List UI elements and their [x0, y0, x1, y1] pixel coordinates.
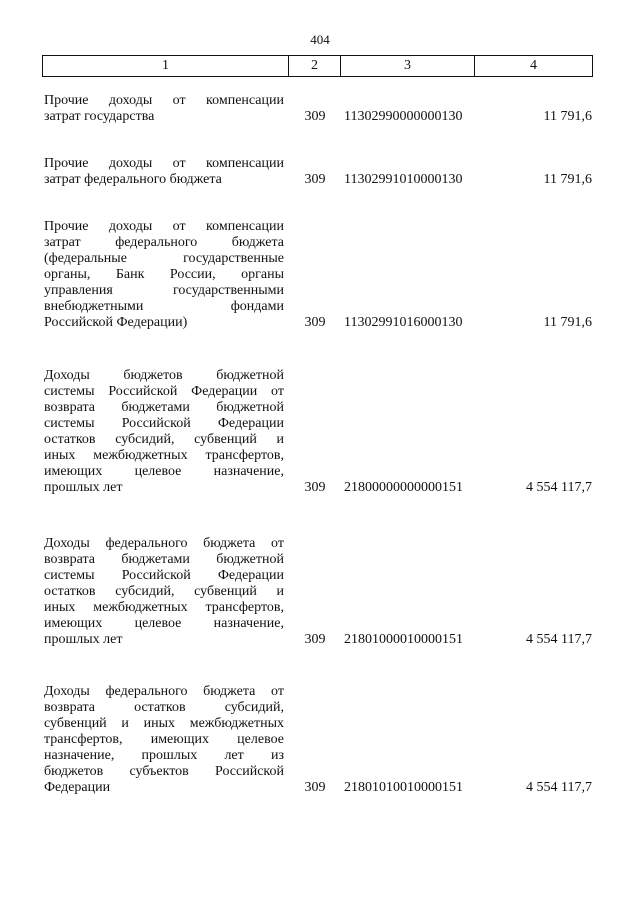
- admin-code: 309: [304, 172, 326, 187]
- description-line: Доходы бюджетов бюджетной: [44, 368, 284, 383]
- description-line: органы, Банк России, органы: [44, 267, 284, 282]
- table-row: [0, 368, 640, 496]
- description-line: Российской Федерации): [44, 315, 188, 330]
- description-line: возврата бюджетами бюджетной: [44, 400, 284, 415]
- budget-classification-code: 11302991016000130: [344, 315, 463, 330]
- description-line: возврата бюджетами бюджетной: [44, 552, 284, 567]
- description-line: иных межбюджетных трансфертов,: [44, 448, 284, 463]
- description-line: Прочие доходы от компенсации: [44, 219, 284, 234]
- description-line: (федеральные государственные: [44, 251, 284, 266]
- amount: 11 791,6: [543, 109, 592, 124]
- description-line: внебюджетными фондами: [44, 299, 284, 314]
- admin-code: 309: [304, 315, 326, 330]
- budget-classification-code: 21800000000000151: [344, 480, 463, 495]
- description-line: Доходы федерального бюджета от: [44, 684, 284, 699]
- description-line: управления государственными: [44, 283, 284, 298]
- amount: 11 791,6: [543, 315, 592, 330]
- description-line: возврата остатков субсидий,: [44, 700, 284, 715]
- budget-classification-code: 21801000010000151: [344, 632, 463, 647]
- description-line: остатков субсидий, субвенций и: [44, 432, 284, 447]
- admin-code: 309: [304, 109, 326, 124]
- page-number: 404: [310, 32, 330, 47]
- description-line: Доходы федерального бюджета от: [44, 536, 284, 551]
- table-row: [0, 536, 640, 648]
- column-header-table: [42, 55, 593, 77]
- table-row: [0, 684, 640, 796]
- budget-classification-code: 11302990000000130: [344, 109, 463, 124]
- description-line: имеющих целевое назначение,: [44, 616, 284, 631]
- column-header-4: 4: [475, 56, 593, 77]
- amount: 4 554 117,7: [526, 480, 592, 495]
- amount: 4 554 117,7: [526, 780, 592, 795]
- column-header-1: 1: [43, 56, 289, 77]
- row-description: [44, 368, 284, 496]
- description-line: затрат федерального бюджета: [44, 235, 284, 250]
- row-description: [44, 93, 284, 125]
- admin-code: 309: [304, 780, 326, 795]
- description-line: имеющих целевое назначение,: [44, 464, 284, 479]
- description-line: системы Российской Федерации: [44, 568, 284, 583]
- budget-classification-code: 21801010010000151: [344, 780, 463, 795]
- table-row: [0, 93, 640, 125]
- description-line: системы Российской Федерации: [44, 416, 284, 431]
- table-row: [0, 156, 640, 188]
- column-header-3: 3: [341, 56, 475, 77]
- column-header-row: [43, 56, 593, 77]
- description-line: системы Российской Федерации от: [44, 384, 284, 399]
- row-description: [44, 536, 284, 648]
- description-line: Прочие доходы от компенсации: [44, 156, 284, 171]
- row-description: [44, 219, 284, 331]
- description-line: Прочие доходы от компенсации: [44, 93, 284, 108]
- description-line: бюджетов субъектов Российской: [44, 764, 284, 779]
- admin-code: 309: [304, 632, 326, 647]
- description-line: трансфертов, имеющих целевое: [44, 732, 284, 747]
- row-description: [44, 684, 284, 796]
- description-line: затрат федерального бюджета: [44, 172, 222, 187]
- description-line: прошлых лет: [44, 480, 123, 495]
- admin-code: 309: [304, 480, 326, 495]
- table-row: [0, 219, 640, 331]
- description-line: затрат государства: [44, 109, 155, 124]
- description-line: прошлых лет: [44, 632, 123, 647]
- amount: 4 554 117,7: [526, 632, 592, 647]
- description-line: остатков субсидий, субвенций и: [44, 584, 284, 599]
- description-line: субвенций и иных межбюджетных: [44, 716, 284, 731]
- row-description: [44, 156, 284, 188]
- amount: 11 791,6: [543, 172, 592, 187]
- description-line: иных межбюджетных трансфертов,: [44, 600, 284, 615]
- column-header-2: 2: [289, 56, 341, 77]
- description-line: Федерации: [44, 780, 111, 795]
- budget-classification-code: 11302991010000130: [344, 172, 463, 187]
- description-line: назначение, прошлых лет из: [44, 748, 284, 763]
